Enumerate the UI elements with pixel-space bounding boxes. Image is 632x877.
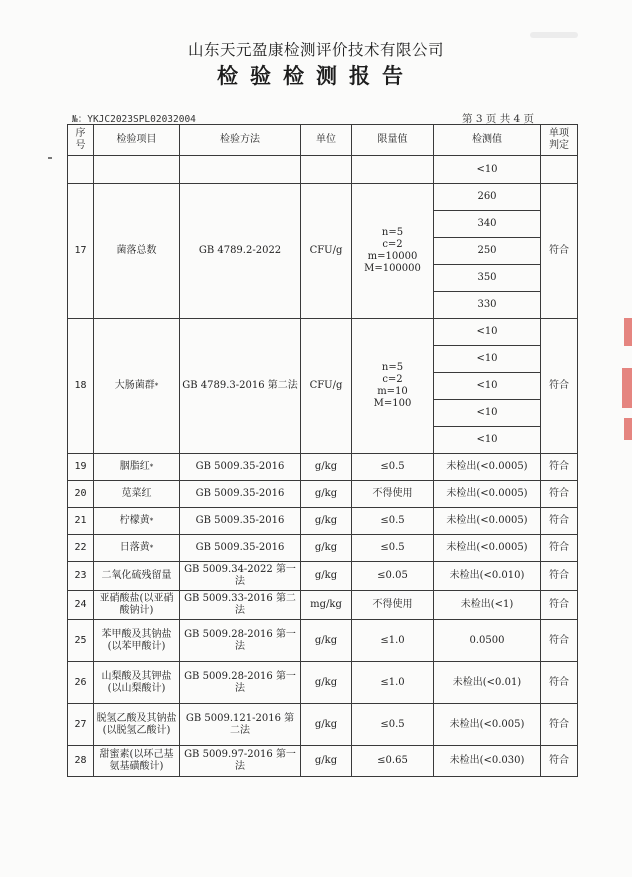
col-method-header: 检验方法 bbox=[180, 125, 301, 156]
cell-verdict: 符合 bbox=[541, 508, 578, 535]
cell-limit: 不得使用 bbox=[352, 591, 434, 620]
cell-value: 0.0500 bbox=[434, 620, 541, 662]
cell-seq: 21 bbox=[68, 508, 94, 535]
cell-method: GB 5009.121-2016 第二法 bbox=[180, 704, 301, 746]
cell-item: 甜蜜素(以环己基氨基磺酸计) bbox=[94, 746, 180, 777]
cell-item: 亚硝酸盐(以亚硝酸钠计) bbox=[94, 591, 180, 620]
cell-value: <10 bbox=[434, 319, 541, 346]
cell-unit: g/kg bbox=[301, 508, 352, 535]
cell-unit: g/kg bbox=[301, 481, 352, 508]
cell-value: <10 bbox=[434, 427, 541, 454]
cell-seq: 17 bbox=[68, 184, 94, 319]
table-row bbox=[68, 184, 578, 211]
cell-item: 胭脂红* bbox=[94, 454, 180, 481]
cell-method: GB 5009.35-2016 bbox=[180, 481, 301, 508]
col-limit-header: 限量值 bbox=[352, 125, 434, 156]
cell-value: 未检出(<0.0005) bbox=[434, 481, 541, 508]
cell-unit: g/kg bbox=[301, 662, 352, 704]
stamp-edge-mark bbox=[624, 418, 632, 440]
table-header bbox=[68, 125, 578, 156]
table-row bbox=[68, 591, 578, 620]
table-row bbox=[68, 508, 578, 535]
cell-verdict: 符合 bbox=[541, 319, 578, 454]
cell-seq: 22 bbox=[68, 535, 94, 562]
cell-limit: ≤0.5 bbox=[352, 454, 434, 481]
binding-mark bbox=[48, 157, 52, 159]
cell-unit: g/kg bbox=[301, 746, 352, 777]
cell-verdict: 符合 bbox=[541, 454, 578, 481]
stamp-edge-mark bbox=[622, 368, 632, 408]
cell-limit: ≤1.0 bbox=[352, 620, 434, 662]
cell-method: GB 5009.35-2016 bbox=[180, 508, 301, 535]
cell-value: 未检出(<0.0005) bbox=[434, 535, 541, 562]
cell-seq: 20 bbox=[68, 481, 94, 508]
cell-method: GB 5009.97-2016 第一法 bbox=[180, 746, 301, 777]
cell-item: 大肠菌群* bbox=[94, 319, 180, 454]
cell-method: GB 4789.2-2022 bbox=[180, 184, 301, 319]
cell-seq: 24 bbox=[68, 591, 94, 620]
cell-value: 未检出(<0.005) bbox=[434, 704, 541, 746]
cell-item: 苋菜红 bbox=[94, 481, 180, 508]
cell-unit: CFU/g bbox=[301, 319, 352, 454]
cell-verdict: 符合 bbox=[541, 535, 578, 562]
cell-unit: mg/kg bbox=[301, 591, 352, 620]
cell-value: 未检出(<0.0005) bbox=[434, 508, 541, 535]
cell-seq: 23 bbox=[68, 562, 94, 591]
cell-limit: 不得使用 bbox=[352, 481, 434, 508]
col-unit-header: 单位 bbox=[301, 125, 352, 156]
cell-seq: 27 bbox=[68, 704, 94, 746]
table-row bbox=[68, 662, 578, 704]
cell-value: 未检出(<0.010) bbox=[434, 562, 541, 591]
cell-value: 未检出(<0.01) bbox=[434, 662, 541, 704]
table-row bbox=[68, 704, 578, 746]
cell-value: 340 bbox=[434, 211, 541, 238]
cell-verdict: 符合 bbox=[541, 591, 578, 620]
cell-method: GB 5009.28-2016 第一法 bbox=[180, 620, 301, 662]
table-row bbox=[68, 454, 578, 481]
cell-method: GB 5009.35-2016 bbox=[180, 535, 301, 562]
report-number: №：YKJC2023SPL02032004 bbox=[72, 114, 196, 125]
stamp-edge-mark bbox=[624, 318, 632, 346]
col-seq-header: 序 号 bbox=[68, 125, 94, 156]
cell-value: 350 bbox=[434, 265, 541, 292]
cell-limit: ≤0.65 bbox=[352, 746, 434, 777]
cell-value: <10 bbox=[434, 346, 541, 373]
cell-unit: g/kg bbox=[301, 454, 352, 481]
table-row bbox=[68, 319, 578, 346]
col-item-header: 检验项目 bbox=[94, 125, 180, 156]
cell-seq: 19 bbox=[68, 454, 94, 481]
cell-unit: g/kg bbox=[301, 620, 352, 662]
cell-limit: ≤0.05 bbox=[352, 562, 434, 591]
cell-value: 330 bbox=[434, 292, 541, 319]
report-title: 检验检测报告 bbox=[217, 64, 415, 88]
cell-value: <10 bbox=[434, 400, 541, 427]
cell-verdict: 符合 bbox=[541, 662, 578, 704]
cell-verdict: 符合 bbox=[541, 704, 578, 746]
cell-unit: g/kg bbox=[301, 535, 352, 562]
test-results-table bbox=[67, 124, 578, 777]
cell-value: 未检出(<0.0005) bbox=[434, 454, 541, 481]
cell-method: GB 5009.34-2022 第一法 bbox=[180, 562, 301, 591]
cell-verdict: 符合 bbox=[541, 620, 578, 662]
table-row bbox=[68, 746, 578, 777]
cell-unit: g/kg bbox=[301, 704, 352, 746]
cell-value: 250 bbox=[434, 238, 541, 265]
cell-value: 未检出(<1) bbox=[434, 591, 541, 620]
cell-item: 山梨酸及其钾盐(以山梨酸计) bbox=[94, 662, 180, 704]
cell-seq: 18 bbox=[68, 319, 94, 454]
cell-limit: ≤0.5 bbox=[352, 508, 434, 535]
cell-unit: g/kg bbox=[301, 562, 352, 591]
cell-limit: n=5 c=2 m=10 M=100 bbox=[352, 319, 434, 454]
table-row bbox=[68, 620, 578, 662]
cell-value: 未检出(<0.030) bbox=[434, 746, 541, 777]
cell-method: GB 4789.3-2016 第二法 bbox=[180, 319, 301, 454]
cell-item: 柠檬黄* bbox=[94, 508, 180, 535]
cell-verdict: 符合 bbox=[541, 481, 578, 508]
cell-limit: ≤1.0 bbox=[352, 662, 434, 704]
cell-seq: 26 bbox=[68, 662, 94, 704]
cell-seq: 25 bbox=[68, 620, 94, 662]
table-row bbox=[68, 535, 578, 562]
cell-method: GB 5009.33-2016 第二法 bbox=[180, 591, 301, 620]
cell-method: GB 5009.28-2016 第一法 bbox=[180, 662, 301, 704]
continuation-row bbox=[68, 156, 578, 184]
cell-item: 菌落总数 bbox=[94, 184, 180, 319]
cell-limit: ≤0.5 bbox=[352, 535, 434, 562]
cell-limit: ≤0.5 bbox=[352, 704, 434, 746]
company-name: 山东天元盈康检测评价技术有限公司 bbox=[187, 41, 444, 59]
cell-value: <10 bbox=[434, 156, 541, 184]
cell-limit: n=5 c=2 m=10000 M=100000 bbox=[352, 184, 434, 319]
col-verdict-header: 单项 判定 bbox=[541, 125, 578, 156]
cell-item: 日落黄* bbox=[94, 535, 180, 562]
cell-unit: CFU/g bbox=[301, 184, 352, 319]
table-row bbox=[68, 481, 578, 508]
cell-verdict: 符合 bbox=[541, 562, 578, 591]
page-info: 第 3 页 共 4 页 bbox=[462, 113, 535, 125]
cell-value: <10 bbox=[434, 373, 541, 400]
cell-verdict: 符合 bbox=[541, 184, 578, 319]
cell-seq: 28 bbox=[68, 746, 94, 777]
table-row bbox=[68, 562, 578, 591]
cell-item: 脱氢乙酸及其钠盐(以脱氢乙酸计) bbox=[94, 704, 180, 746]
cell-value: 260 bbox=[434, 184, 541, 211]
cell-item: 二氧化硫残留量 bbox=[94, 562, 180, 591]
cell-item: 苯甲酸及其钠盐(以苯甲酸计) bbox=[94, 620, 180, 662]
cell-method: GB 5009.35-2016 bbox=[180, 454, 301, 481]
col-value-header: 检测值 bbox=[434, 125, 541, 156]
cell-verdict: 符合 bbox=[541, 746, 578, 777]
